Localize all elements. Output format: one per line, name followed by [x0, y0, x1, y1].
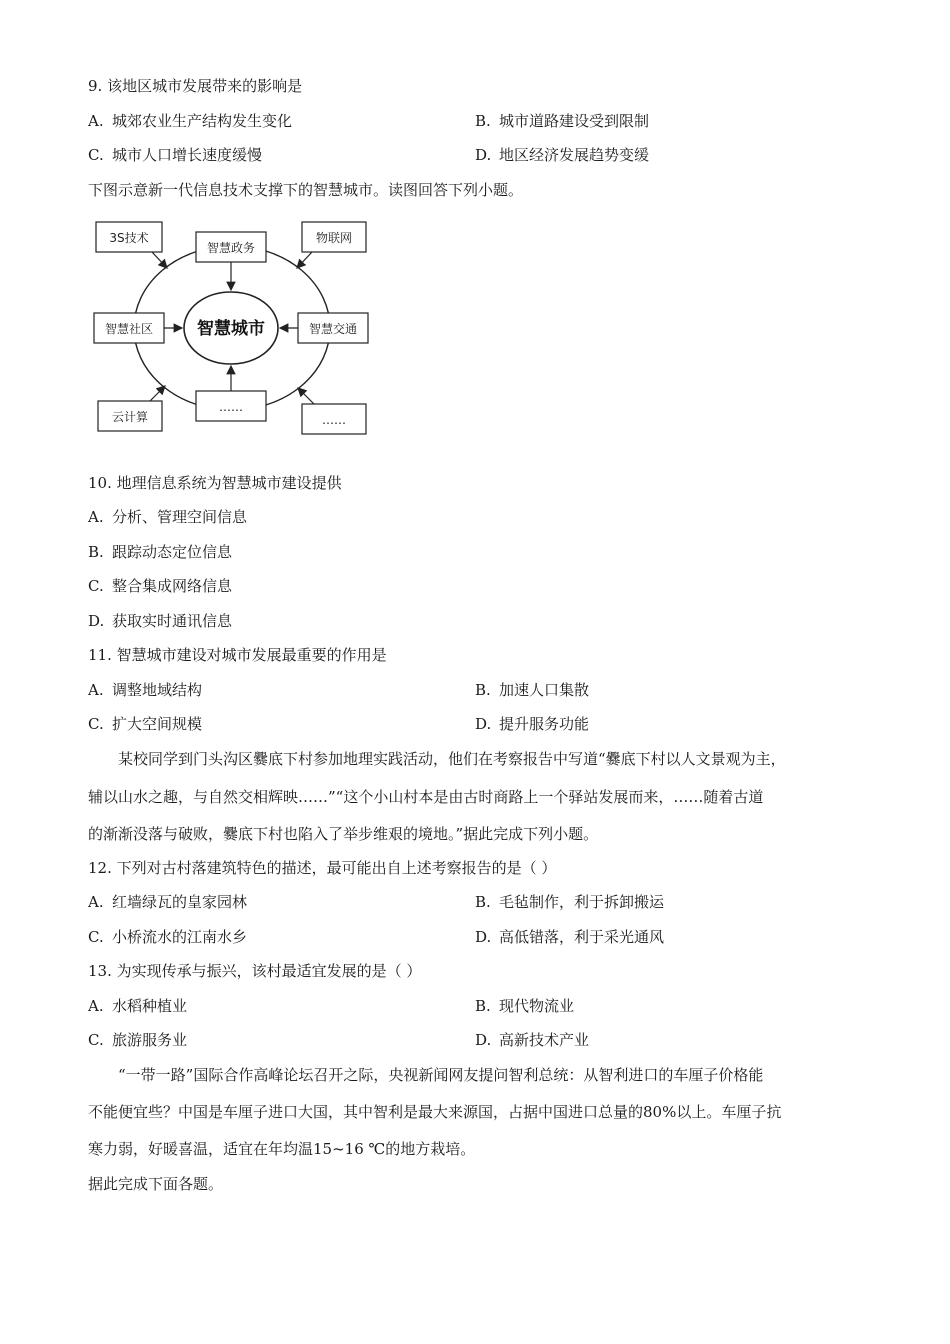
- passage2-line2: 辅以山水之趣，与自然交相辉映……”“这个小山村本是由古时商路上一个驿站发展而来，……随着古道: [88, 788, 764, 806]
- q12-option-c: [88, 927, 247, 947]
- passage2-line3: 的渐渐没落与破败，爨底下村也陷入了举步维艰的境地。”据此完成下列小题。: [88, 825, 599, 843]
- box-corner-tl-label: 3S技术: [109, 231, 149, 245]
- q13-option-d: [475, 1030, 589, 1050]
- q12-option-a: [88, 892, 247, 912]
- option-label: B.: [475, 893, 491, 911]
- q9-option-d: [475, 145, 649, 165]
- option-text: 高低错落，利于采光通风: [499, 928, 665, 946]
- option-label: D.: [475, 928, 492, 946]
- option-text: 水稻种植业: [112, 997, 188, 1015]
- option-label: B.: [475, 112, 491, 130]
- arrow-corner-bl: [150, 386, 165, 401]
- passage3-line2: 不能便宜些？中国是车厘子进口大国，其中智利是最大来源国，占据中国进口总量的80%以上。车厘子抗: [88, 1103, 782, 1121]
- q10-stem: 10. 地理信息系统为智慧城市建设提供: [88, 474, 342, 492]
- option-text: 提升服务功能: [499, 715, 590, 733]
- option-text: 城市人口增长速度缓慢: [112, 146, 263, 164]
- option-text: 毛毡制作，利于拆卸搬运: [499, 893, 665, 911]
- q13-option-b: [475, 996, 574, 1016]
- option-text: 整合集成网络信息: [112, 577, 233, 595]
- option-label: B.: [88, 543, 104, 561]
- passage3-line3: 寒力弱，好暖喜温，适宜在年均温15~16 ℃的地方栽培。: [88, 1140, 476, 1158]
- option-label: A.: [88, 112, 104, 130]
- option-label: C.: [88, 577, 104, 595]
- q10-option-b: [88, 542, 232, 562]
- option-text: 加速人口集散: [499, 681, 590, 699]
- q13-stem: 13. 为实现传承与振兴，该村最适宜发展的是（ ）: [88, 962, 422, 980]
- diagram-intro: 下图示意新一代信息技术支撑下的智慧城市。读图回答下列小题。: [88, 181, 524, 199]
- q9-option-b: [475, 111, 649, 131]
- option-label: D.: [475, 715, 492, 733]
- option-label: A.: [88, 893, 104, 911]
- center-label: 智慧城市: [197, 319, 265, 339]
- option-text: 小桥流水的江南水乡: [112, 928, 248, 946]
- box-corner-br-label: ……: [322, 413, 346, 427]
- box-bottom-label: ……: [219, 400, 243, 414]
- option-text: 高新技术产业: [499, 1031, 590, 1049]
- q12-stem: 12. 下列对古村落建筑特色的描述，最可能出自上述考察报告的是（ ）: [88, 859, 557, 877]
- option-text: 城市道路建设受到限制: [499, 112, 650, 130]
- q11-stem: 11. 智慧城市建设对城市发展最重要的作用是: [88, 646, 387, 664]
- option-text: 地区经济发展趋势变缓: [499, 146, 650, 164]
- option-text: 调整地域结构: [112, 681, 203, 699]
- passage3-line1: “一带一路”国际合作高峰论坛召开之际，央视新闻网友提问智利总统：从智利进口的车厘子价格能: [118, 1066, 764, 1084]
- q10-option-d: [88, 611, 232, 631]
- box-top-label: 智慧政务: [206, 241, 256, 255]
- option-label: D.: [88, 612, 105, 630]
- option-text: 城郊农业生产结构发生变化: [112, 112, 293, 130]
- option-label: A.: [88, 508, 104, 526]
- option-text: 跟踪动态定位信息: [112, 543, 233, 561]
- option-label: A.: [88, 681, 104, 699]
- option-label: D.: [475, 146, 492, 164]
- q11-option-d: [475, 714, 589, 734]
- diagram-svg: [92, 216, 374, 438]
- q12-option-d: [475, 927, 664, 947]
- q9-option-a: [88, 111, 292, 131]
- option-text: 获取实时通讯信息: [112, 612, 233, 630]
- option-label: C.: [88, 146, 104, 164]
- passage3-line4: 据此完成下面各题。: [88, 1175, 224, 1193]
- q12-option-b: [475, 892, 664, 912]
- box-corner-bl-label: 云计算: [111, 410, 149, 424]
- passage2-line1: 某校同学到门头沟区爨底下村参加地理实践活动，他们在考察报告中写道“爨底下村以人文景观为主，: [118, 750, 786, 768]
- q9-option-c: [88, 145, 262, 165]
- option-label: C.: [88, 928, 104, 946]
- box-left-label: 智慧社区: [104, 322, 154, 336]
- option-text: 分析、管理空间信息: [112, 508, 248, 526]
- option-text: 现代物流业: [499, 997, 575, 1015]
- q10-option-a: [88, 507, 247, 527]
- q13-option-c: [88, 1030, 187, 1050]
- option-label: D.: [475, 1031, 492, 1049]
- option-text: 旅游服务业: [112, 1031, 188, 1049]
- option-label: A.: [88, 997, 104, 1015]
- option-text: 扩大空间规模: [112, 715, 203, 733]
- option-label: B.: [475, 681, 491, 699]
- smart-city-diagram: [92, 216, 374, 438]
- q11-option-c: [88, 714, 202, 734]
- q13-option-a: [88, 996, 187, 1016]
- q10-option-c: [88, 576, 232, 596]
- arrow-corner-br: [298, 388, 314, 404]
- arrow-corner-tr: [297, 252, 312, 268]
- option-label: B.: [475, 997, 491, 1015]
- q11-option-b: [475, 680, 589, 700]
- q9-stem: 9. 该地区城市发展带来的影响是: [88, 77, 303, 95]
- box-corner-tr-label: 物联网: [315, 231, 353, 245]
- option-label: C.: [88, 715, 104, 733]
- q11-option-a: [88, 680, 202, 700]
- box-right-label: 智慧交通: [308, 322, 358, 336]
- option-text: 红墙绿瓦的皇家园林: [112, 893, 248, 911]
- option-label: C.: [88, 1031, 104, 1049]
- arrow-corner-tl: [152, 252, 167, 268]
